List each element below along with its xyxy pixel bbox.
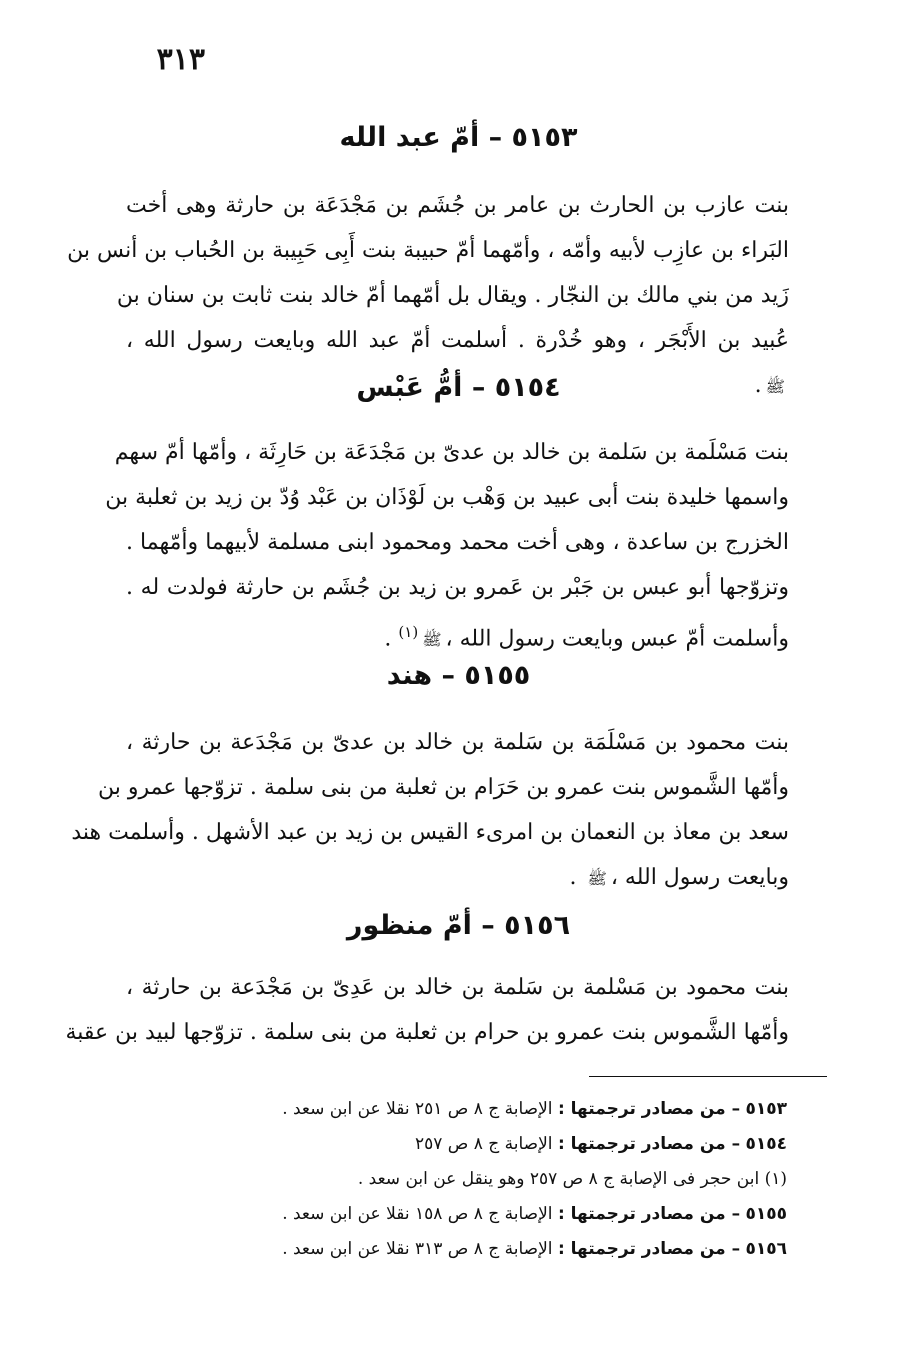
note-text: الإصابة ج ٨ ص ٢٥٧ <box>414 1134 553 1154</box>
entry-line: عُبيد بن الأَبْجَر ، وهو خُدْرة . أسلمت أمّ عبد الله وبايعت رسول الله ، <box>126 328 789 353</box>
entry-title-5153: ٥١٥٣ – أمّ عبد الله <box>339 122 578 153</box>
line-text: وأسلمت أمّ عبس وبايعت رسول الله ، <box>445 626 789 652</box>
honorific-glyph: ﷺ <box>765 377 785 396</box>
line-text: وبايعت رسول الله ، <box>610 865 789 890</box>
entry-line: وبايعت رسول الله ،ﷺ . <box>126 855 789 901</box>
note-label: – من مصادر ترجمتها : <box>557 1134 741 1154</box>
entry-line: وأسلمت أمّ عبس وبايعت رسول الله ،ﷺ$^{(١)}$ . <box>126 610 789 662</box>
entry-body-5156 <box>65 965 789 1055</box>
line-end: . <box>754 373 762 398</box>
entry-line: وأمّها الشَّموس بنت عمرو بن حرام بن ثعلبة من بنى سلمة . تزوّجها لبيد بن عقبة <box>65 1020 789 1045</box>
entry-title-5154: ٥١٥٤ – أمُّ عَبْس <box>356 372 561 403</box>
entry-line: وتزوّجها أبو عبس بن جَبْر بن عَمرو بن زيد بن جُشَم بن حارثة فولدت له . <box>126 575 789 600</box>
page-number: ٣١٣ <box>156 42 205 77</box>
note-text: الإصابة ج ٨ ص ٣١٣ نقلا عن ابن سعد . <box>282 1239 553 1259</box>
note-label: – من مصادر ترجمتها : <box>557 1099 741 1119</box>
note-number: ٥١٥٤ <box>745 1134 787 1154</box>
footnote-5153 <box>150 1092 787 1127</box>
note-number: ٥١٥٣ <box>745 1099 787 1119</box>
entry-body-5154 <box>105 430 789 662</box>
honorific-glyph: ﷺ <box>422 630 442 650</box>
note-label: – من مصادر ترجمتها : <box>557 1204 741 1224</box>
footnote-marker: (١) <box>398 623 419 641</box>
note-text: (١) ابن حجر فى الإصابة ج ٨ ص ٢٥٧ وهو ينقل عن ابن سعد . <box>357 1169 787 1189</box>
honorific-glyph: ﷺ <box>587 869 607 888</box>
footnote-divider <box>589 1076 827 1077</box>
entry-line: بنت محمود بن مَسْلمة بن سَلمة بن خالد بن عَدِىّ بن مَجْدَعة بن حارثة ، <box>126 975 789 1000</box>
note-number: ٥١٥٦ <box>745 1239 787 1259</box>
entry-body-5155 <box>71 720 789 901</box>
footnotes <box>150 1092 787 1267</box>
note-number: ٥١٥٥ <box>745 1204 787 1224</box>
entry-line: بنت محمود بن مَسْلَمَة بن سَلمة بن خالد بن عدىّ بن مَجْدَعة بن حارثة ، <box>126 730 789 755</box>
entry-title-5156: ٥١٥٦ – أمّ منظور <box>346 910 571 941</box>
footnote-5154 <box>150 1127 787 1162</box>
entry-line: زَيد من بني مالك بن النجّار . ويقال بل أمّهما أمّ خالد بنت ثابت بن سنان بن <box>116 283 789 308</box>
entry-line: واسمها خليدة بنت أبى عبيد بن وَهْب بن لَوْذَان بن عَبْد وُدّ بن زيد بن ثعلبة بن <box>105 485 789 510</box>
entry-line: بنت مَسْلَمة بن سَلمة بن خالد بن عدىّ بن مَجْدَعَة بن حَارِثَة ، وأمّها أمّ سهم <box>114 440 789 465</box>
entry-line: وأمّها الشَّموس بنت عمرو بن حَرَام بن ثعلبة من بنى سلمة . تزوّجها عمرو بن <box>98 775 789 800</box>
entry-line: سعد بن معاذ بن النعمان بن امرىء القيس بن زيد بن عبد الأشهل . وأسلمت هند <box>71 820 789 845</box>
note-text: الإصابة ج ٨ ص ٢٥١ نقلا عن ابن سعد . <box>282 1099 553 1119</box>
entry-line: البَراء بن عازِب لأبيه وأمّه ، وأمّهما أمّ حبيبة بنت أَبِى حَبِيبة بن الحُباب بن أنس بن <box>67 238 789 263</box>
entry-line: بنت عازب بن الحارث بن عامر بن جُشَم بن مَجْدَعَة بن حارثة وهى أخت <box>126 193 789 218</box>
footnote-5155 <box>150 1197 787 1232</box>
note-label: – من مصادر ترجمتها : <box>557 1239 741 1259</box>
footnote-1 <box>150 1162 787 1197</box>
note-text: الإصابة ج ٨ ص ١٥٨ نقلا عن ابن سعد . <box>282 1204 553 1224</box>
entry-line: الخزرج بن ساعدة ، وهى أخت محمد ومحمود ابنى مسلمة لأبيهما وأمّهما . <box>126 530 789 555</box>
footnote-5156 <box>150 1232 787 1267</box>
entry-title-5155: ٥١٥٥ – هند <box>386 660 531 691</box>
